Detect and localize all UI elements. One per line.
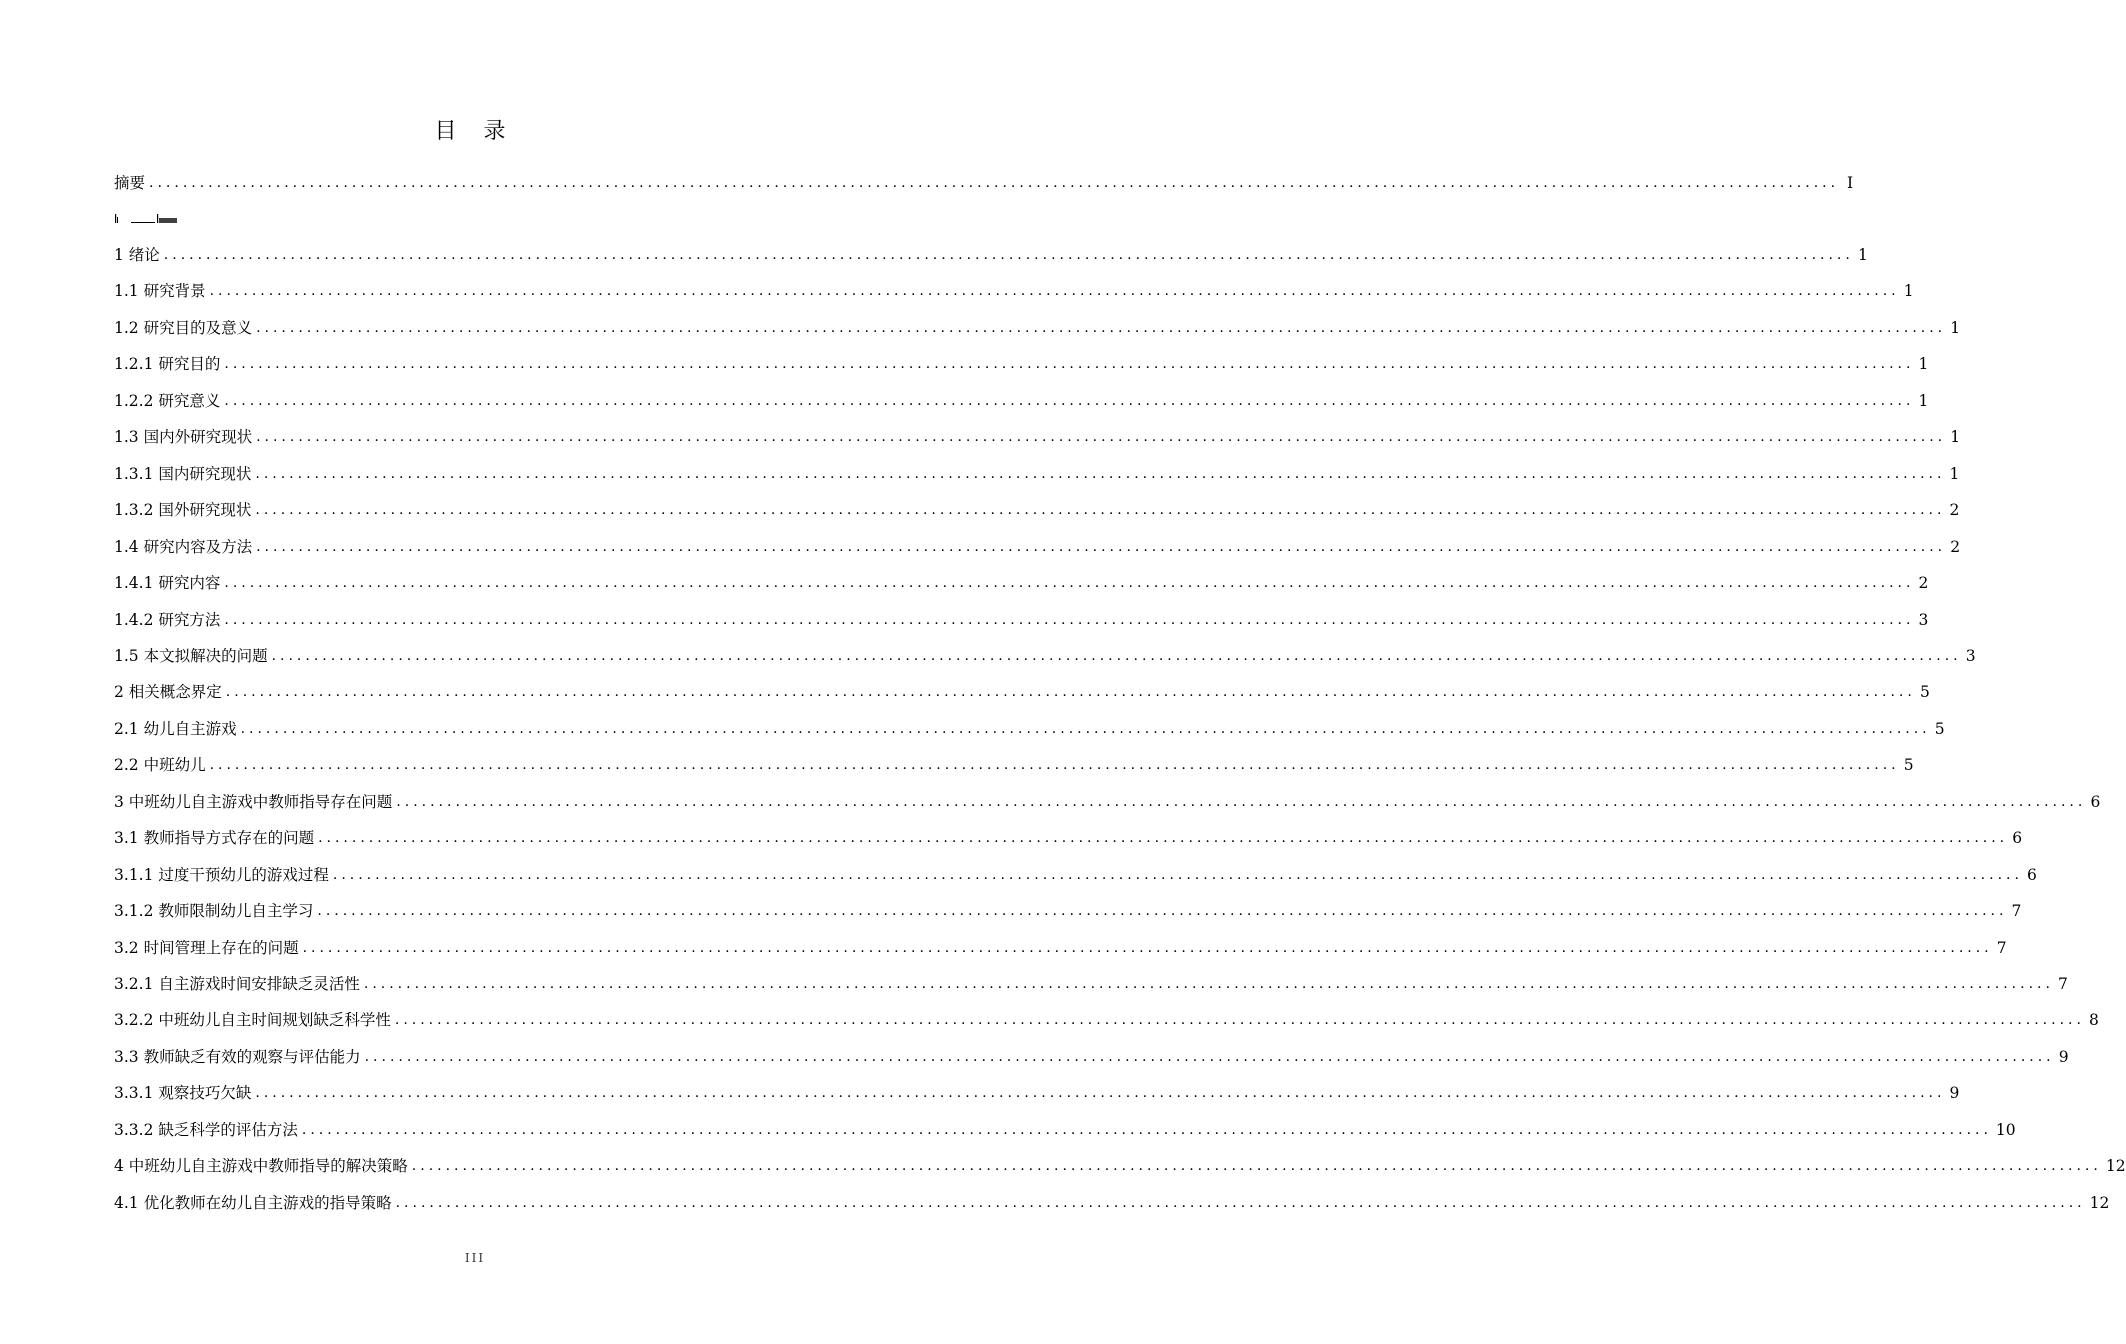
toc-entry[interactable]	[114, 825, 2023, 849]
toc-entry[interactable]	[114, 898, 2022, 922]
toc-entry-label: 1.1 研究背景	[114, 282, 206, 300]
toc-leader-dots: ........................................................................................................................................................................................................	[302, 940, 1993, 956]
toc-entry-label: 2.1 幼儿自主游戏	[114, 720, 237, 738]
toc-entry-page: 12	[2089, 1194, 2110, 1212]
toc-entry-label: 1.2 研究目的及意义	[114, 319, 253, 337]
toc-entry-page: 1	[1918, 392, 1929, 410]
toc-leader-dots: ........................................................................................................................................................................................................	[318, 830, 2009, 846]
toc-leader-dots: ........................................................................................................................................................................................................	[256, 320, 1947, 336]
toc-entry-label: 3.1.2 教师限制幼儿自主学习	[114, 902, 314, 920]
toc-leader-dots: ........................................................................................................................................................................................................	[224, 575, 1915, 591]
toc-entry[interactable]	[114, 971, 2068, 995]
toc-leader-dots: ........................................................................................................................................................................................................	[225, 684, 1916, 700]
toc-entry[interactable]	[114, 752, 1914, 776]
toc-entry-label: 1.4.1 研究内容	[114, 574, 221, 592]
toc-entry[interactable]	[114, 424, 1961, 448]
toc-entry[interactable]	[114, 170, 1854, 194]
toc-entry-page: 1	[1950, 319, 1961, 337]
toc-entry-label: 4 中班幼儿自主游戏中教师指导的解决策略	[114, 1157, 408, 1175]
toc-title: 目 录	[434, 119, 516, 144]
toc-entry-label: 3.1.1 过度干预幼儿的游戏过程	[114, 866, 329, 884]
toc-leader-dots: ........................................................................................................................................................................................................	[332, 867, 2023, 883]
toc-entry[interactable]	[114, 242, 1868, 266]
toc-entry[interactable]	[114, 388, 1929, 412]
toc-leader-dots: ........................................................................................................................................................................................................	[271, 648, 1962, 664]
toc-leader-dots: ........................................................................................................................................................................................................	[209, 757, 1900, 773]
toc-leader-dots: ........................................................................................................................................................................................................	[240, 721, 1931, 737]
toc-entry-page: 2	[1918, 574, 1929, 592]
toc-entry-page: 9	[2058, 1048, 2069, 1066]
toc-entry-page: 6	[2027, 866, 2037, 884]
toc-entry-label: 1.3.2 国外研究现状	[114, 501, 252, 519]
toc-entry-label: 3.3 教师缺乏有效的观察与评估能力	[114, 1048, 361, 1066]
toc-entry[interactable]	[114, 607, 1929, 631]
toc-entry-page: 5	[1919, 683, 1930, 701]
toc-entry-label: 3.2.2 中班幼儿自主时间规划缺乏科学性	[114, 1011, 391, 1029]
toc-entry[interactable]	[114, 278, 1914, 302]
toc-leader-dots: ........................................................................................................................................................................................................	[301, 1122, 1992, 1138]
toc-leader-dots: ........................................................................................................................................................................................................	[149, 175, 1840, 191]
toc-leader-dots: ........................................................................................................................................................................................................	[363, 976, 2054, 992]
toc-entry[interactable]	[114, 461, 1960, 485]
toc-entry-label: 1 绪论	[114, 246, 160, 264]
toc-leader-dots: ........................................................................................................................................................................................................	[255, 1085, 1946, 1101]
toc-entry[interactable]	[114, 1153, 2126, 1177]
page-number-footer: III	[464, 1251, 486, 1265]
toc-entry-page: 1	[1903, 282, 1914, 300]
toc-entry-page: 6	[2090, 793, 2101, 811]
toc-entry[interactable]	[114, 351, 1929, 375]
toc-entry-label: 1.3 国内外研究现状	[114, 428, 253, 446]
toc-leader-dots: ........................................................................................................................................................................................................	[411, 1158, 2102, 1174]
toc-entry-page: 1	[1949, 465, 1960, 483]
toc-leader-dots: ........................................................................................................................................................................................................	[255, 466, 1946, 482]
toc-leader-dots: ........................................................................................................................................................................................................	[255, 502, 1946, 518]
toc-entry-page: 1	[1857, 246, 1868, 264]
toc-leader-dots: ........................................................................................................................................................................................................	[256, 539, 1947, 555]
toc-entry[interactable]	[114, 679, 1930, 703]
toc-entry-label: 1.2.1 研究目的	[114, 355, 221, 373]
toc-leader-dots: ........................................................................................................................................................................................................	[394, 1012, 2085, 1028]
toc-entry-label: 3.2.1 自主游戏时间安排缺乏灵活性	[114, 975, 360, 993]
toc-entry-label: 1.2.2 研究意义	[114, 392, 221, 410]
toc-entry-page: 2	[1950, 538, 1961, 556]
toc-entry-label: 3.1 教师指导方式存在的问题	[114, 829, 315, 847]
toc-entry-label: 2 相关概念界定	[114, 683, 222, 701]
toc-leader-dots: ........................................................................................................................................................................................................	[224, 393, 1915, 409]
toc-entry-page: 1	[1918, 355, 1929, 373]
toc-entry[interactable]	[114, 862, 2037, 886]
toc-entry-page: 7	[2011, 902, 2022, 920]
toc-entry-page: 7	[1996, 939, 2007, 957]
toc-entry-page: I	[1846, 174, 1854, 192]
toc-entry-page: 10	[1995, 1121, 2016, 1139]
toc-entry-label: 3.3.2 缺乏科学的评估方法	[114, 1121, 298, 1139]
toc-entry[interactable]	[114, 935, 2007, 959]
toc-entry[interactable]	[114, 534, 1961, 558]
toc-entry-page: 1	[1950, 428, 1961, 446]
toc-entry-label: 2.2 中班幼儿	[114, 756, 206, 774]
toc-entry-page: 6	[2012, 829, 2023, 847]
toc-entry-label: 1.5 本文拟解决的问题	[114, 647, 268, 665]
toc-entry[interactable]	[114, 1080, 1960, 1104]
toc-entry-label: 摘要	[114, 174, 146, 192]
toc-entry-page: 8	[2089, 1011, 2099, 1029]
toc-entry[interactable]	[114, 789, 2101, 813]
toc-entry-label: 3 中班幼儿自主游戏中教师指导存在问题	[114, 793, 393, 811]
toc-leader-dots: ........................................................................................................................................................................................................	[163, 247, 1854, 263]
toc-leader-dots: ........................................................................................................................................................................................................	[209, 283, 1900, 299]
toc-entry-label: 1.4 研究内容及方法	[114, 538, 253, 556]
toc-entry-page: 12	[2105, 1157, 2126, 1175]
toc-entry[interactable]	[114, 716, 1945, 740]
toc-entry[interactable]	[114, 570, 1929, 594]
garbled-line-graphic	[114, 208, 194, 226]
toc-entry[interactable]	[114, 1007, 2099, 1031]
toc-leader-dots: ........................................................................................................................................................................................................	[396, 794, 2087, 810]
toc-entry[interactable]	[114, 643, 1976, 667]
toc-entry-label: 3.2 时间管理上存在的问题	[114, 939, 299, 957]
toc-entry-page: 5	[1903, 756, 1914, 774]
toc-leader-dots: ........................................................................................................................................................................................................	[256, 429, 1947, 445]
toc-entry-label: 1.4.2 研究方法	[114, 611, 221, 629]
toc-leader-dots: ........................................................................................................................................................................................................	[364, 1049, 2055, 1065]
toc-entry-page: 9	[1949, 1084, 1960, 1102]
toc-entry[interactable]	[114, 1117, 2016, 1141]
toc-entry-page: 5	[1934, 720, 1945, 738]
toc-entry-page: 3	[1918, 611, 1929, 629]
toc-leader-dots: ........................................................................................................................................................................................................	[317, 903, 2008, 919]
toc-entry-label: 4.1 优化教师在幼儿自主游戏的指导策略	[114, 1194, 392, 1212]
toc-entry-page: 3	[1965, 647, 1976, 665]
toc-entry[interactable]	[114, 1044, 2069, 1068]
toc-leader-dots: ........................................................................................................................................................................................................	[224, 356, 1915, 372]
toc-entry-label: 1.3.1 国内研究现状	[114, 465, 252, 483]
toc-entry[interactable]	[114, 315, 1961, 339]
toc-leader-dots: ........................................................................................................................................................................................................	[224, 612, 1915, 628]
toc-leader-dots: ........................................................................................................................................................................................................	[395, 1195, 2086, 1211]
toc-entry-page: 2	[1949, 501, 1960, 519]
toc-entry-page: 7	[2058, 975, 2068, 993]
toc-entry[interactable]	[114, 497, 1960, 521]
toc-entry[interactable]	[114, 1190, 2110, 1214]
toc-entry-label: 3.3.1 观察技巧欠缺	[114, 1084, 252, 1102]
